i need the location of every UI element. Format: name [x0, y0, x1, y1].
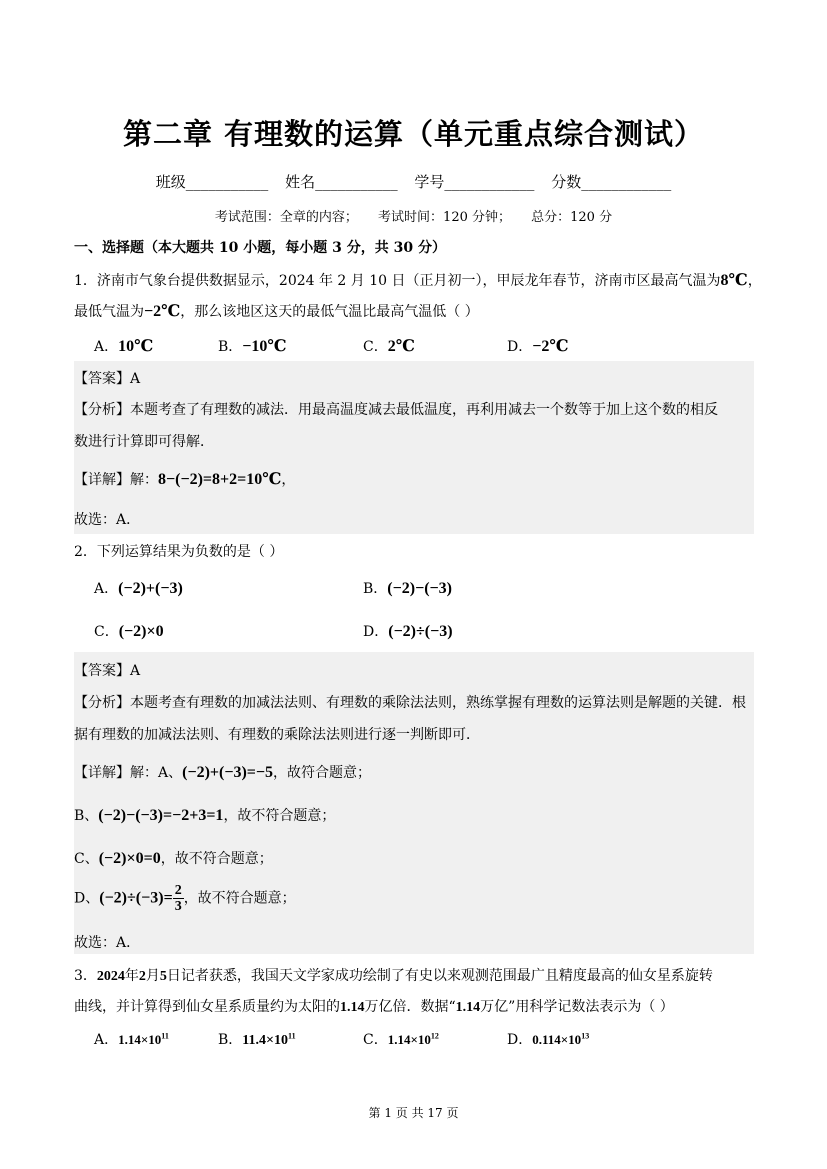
section-heading: 一、选择题（本大题共 10 小题，每小题 3 分，共 30 分） [74, 240, 446, 256]
q2-detail-a: 【详解】解：A、(−2)+(−3)=−5，故符合题意； [74, 764, 372, 781]
q1-detail: 【详解】解：8−(−2)=8+2=10℃， [74, 471, 296, 488]
q1-stem-line2: 最低气温为−2℃，那么该地区这天的最低气温比最高气温低（ ） [74, 303, 479, 320]
name-field: 姓名___________ [285, 173, 398, 191]
q2-option-b: B．(−2)−(−3) [363, 580, 452, 597]
exam-scope: 考试范围：全章的内容； [214, 210, 358, 225]
q3-option-d: D．$0.114\times 10^{13}$ [507, 1031, 590, 1048]
exam-time: 考试时间：120 分钟； [378, 210, 511, 225]
q2-stem: 2．下列运算结果为负数的是（ ） [74, 544, 284, 560]
q1-option-c: C．2℃ [363, 338, 415, 355]
q2-detail-d: D、(−2)÷(−3)= $\frac{2}{3}$ ，故不符合题意； [74, 883, 296, 914]
exam-scope-line [0, 206, 827, 225]
q1-option-a: A．10℃ [94, 338, 154, 355]
q3-option-b: B．$11.4\times 10^{11}$ [218, 1031, 296, 1048]
exam-total: 总分：120 分 [531, 210, 613, 225]
q2-detail-c: C、(−2)×0=0，故不符合题意； [74, 850, 273, 867]
score-field: 分数____________ [551, 173, 672, 191]
q2-analysis-line2: 据有理数的加减法法则、有理数的乘除法法则进行逐一判断即可． [74, 727, 480, 743]
q2-choose: 故选：A． [74, 935, 141, 951]
q1-answer: 【答案】A [74, 371, 141, 387]
q2-answer: 【答案】A [74, 663, 141, 679]
q2-detail-b: B、(−2)−(−3)=−2+3=1，故不符合题意； [74, 807, 336, 824]
page-number: 第 1 页 共 17 页 [368, 1106, 459, 1120]
class-field: 班级___________ [155, 173, 269, 191]
q3-stem-line1: 3．2024年2月5日记者获悉，我国天文学家成功绘制了有史以来观测范围最广且精度最高的仙女星系旋转 [74, 968, 713, 984]
q2-analysis-line1: 【分析】本题考查有理数的加减法法则、有理数的乘除法法则，熟练掌握有理数的运算法则是解题的关键．根 [74, 695, 746, 711]
q1-option-b: B．−10℃ [218, 338, 287, 355]
q2-option-a: A．(−2)+(−3) [94, 580, 183, 597]
q1-analysis-line2: 数进行计算即可得解． [74, 434, 214, 450]
q2-option-d: D．(−2)÷(−3) [363, 623, 453, 640]
q1-option-d: D．−2℃ [507, 338, 569, 355]
student-id-field: 学号____________ [414, 173, 535, 191]
q3-option-c: C．$1.14\times 10^{12}$ [363, 1031, 439, 1048]
page-title: 第二章 有理数的运算（单元重点综合测试） [122, 117, 705, 151]
q1-stem-line1: 1．济南市气象台提供数据显示，2024 年 2 月 10 日（正月初一），甲辰龙年春节，济南市区最高气温为8℃， [74, 272, 762, 289]
fraction: $\frac{2}{3}$ [174, 883, 182, 914]
q3-stem-line2: 曲线，并计算得到仙女星系质量约为太阳的1.14万亿倍．数据“1.14万亿”用科学记数法表示为（ ） [74, 999, 674, 1015]
q1-choose: 故选：A． [74, 512, 141, 528]
q1-analysis-line1: 【分析】本题考查了有理数的减法．用最高温度减去最低温度，再利用减去一个数等于加上这个数的相反 [74, 402, 718, 418]
q3-option-a: A．$1.14\times 10^{11}$ [94, 1031, 169, 1048]
student-info-line [0, 171, 827, 192]
q2-option-c: C．(−2)×0 [94, 623, 164, 640]
